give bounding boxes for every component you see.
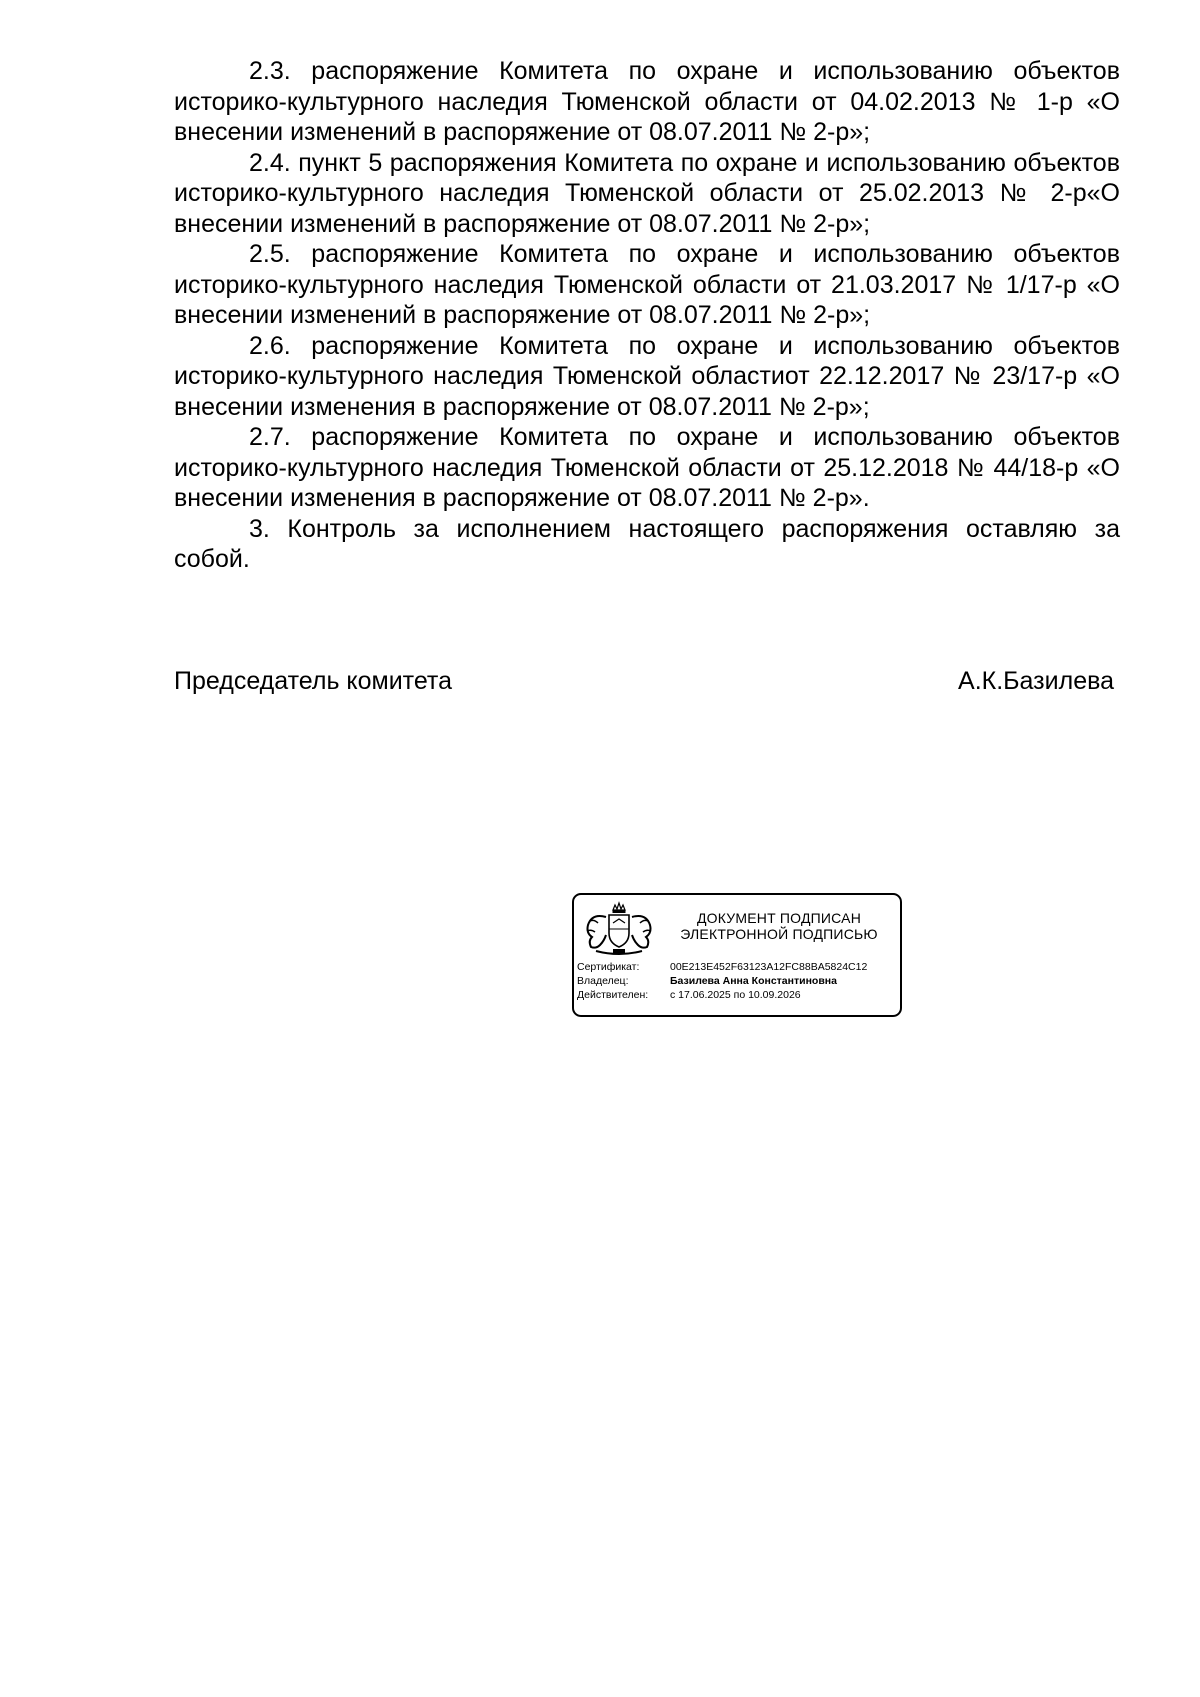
paragraph-2-7: 2.7. распоряжение Комитета по охране и использованию объектов историко-культурного наследия Тюменской области от 25.12.2018 № 44/18-р «О внесении изменения в распоряжение от 08.07.2011 № 2-р». [174, 423, 1120, 512]
certificate-row [577, 960, 901, 974]
validity-label: Действителен: [577, 989, 649, 1001]
stamp-heading-line-1: ДОКУМЕНТ ПОДПИСАН [696, 910, 862, 926]
stamp-heading-line-2: ЭЛЕКТРОННОЙ ПОДПИСЬЮ [680, 926, 878, 942]
owner-label: Владелец: [577, 975, 629, 987]
validity-row [577, 988, 901, 1002]
paragraph-2-6: 2.6. распоряжение Комитета по охране и использованию объектов историко-культурного наследия Тюменской областиот 22.12.2017 № 23/17-р «О внесении изменения в распоряжение от 08.07.2011 № 2-р»; [174, 331, 1120, 421]
paragraph-2-3: 2.3. распоряжение Комитета по охране и использованию объектов историко-культурного наследия Тюменской области от 04.02.2013 № 1-р «О внесении изменений в распоряжение от 08.07.2011 № 2-р»; [174, 57, 1120, 146]
signer-name: А.К.Базилева [958, 667, 1114, 695]
paragraph-2-5: 2.5. распоряжение Комитета по охране и использованию объектов историко-культурного наследия Тюменской области от 21.03.2017 № 1/17-р «О внесении изменений в распоряжение от 08.07.2011 № 2-р»; [174, 240, 1120, 329]
paragraph-2-4: 2.4. пункт 5 распоряжения Комитета по охране и использованию объектов историко-культурного наследия Тюменской области от 25.02.2013 № 2-р«О внесении изменений в распоряжение от 08.07.2011 № 2-р»; [174, 148, 1120, 238]
certificate-value: 00E213E452F63123A12FC88BA5824C12 [670, 961, 868, 973]
certificate-label: Сертификат: [577, 961, 640, 973]
validity-value: с 17.06.2025 по 10.09.2026 [670, 989, 801, 1001]
document-body [174, 56, 1120, 575]
stamp-heading [664, 910, 894, 942]
signer-position: Председатель комитета [174, 667, 453, 695]
stamp-details [577, 960, 901, 1002]
electronic-signature-stamp [572, 893, 902, 1017]
tyumen-coat-of-arms-icon [582, 901, 656, 959]
paragraph-3: 3. Контроль за исполнением настоящего распоряжения оставляю за собой. [174, 514, 1120, 573]
owner-value: Базилева Анна Константиновна [670, 975, 837, 987]
owner-row [577, 974, 901, 988]
